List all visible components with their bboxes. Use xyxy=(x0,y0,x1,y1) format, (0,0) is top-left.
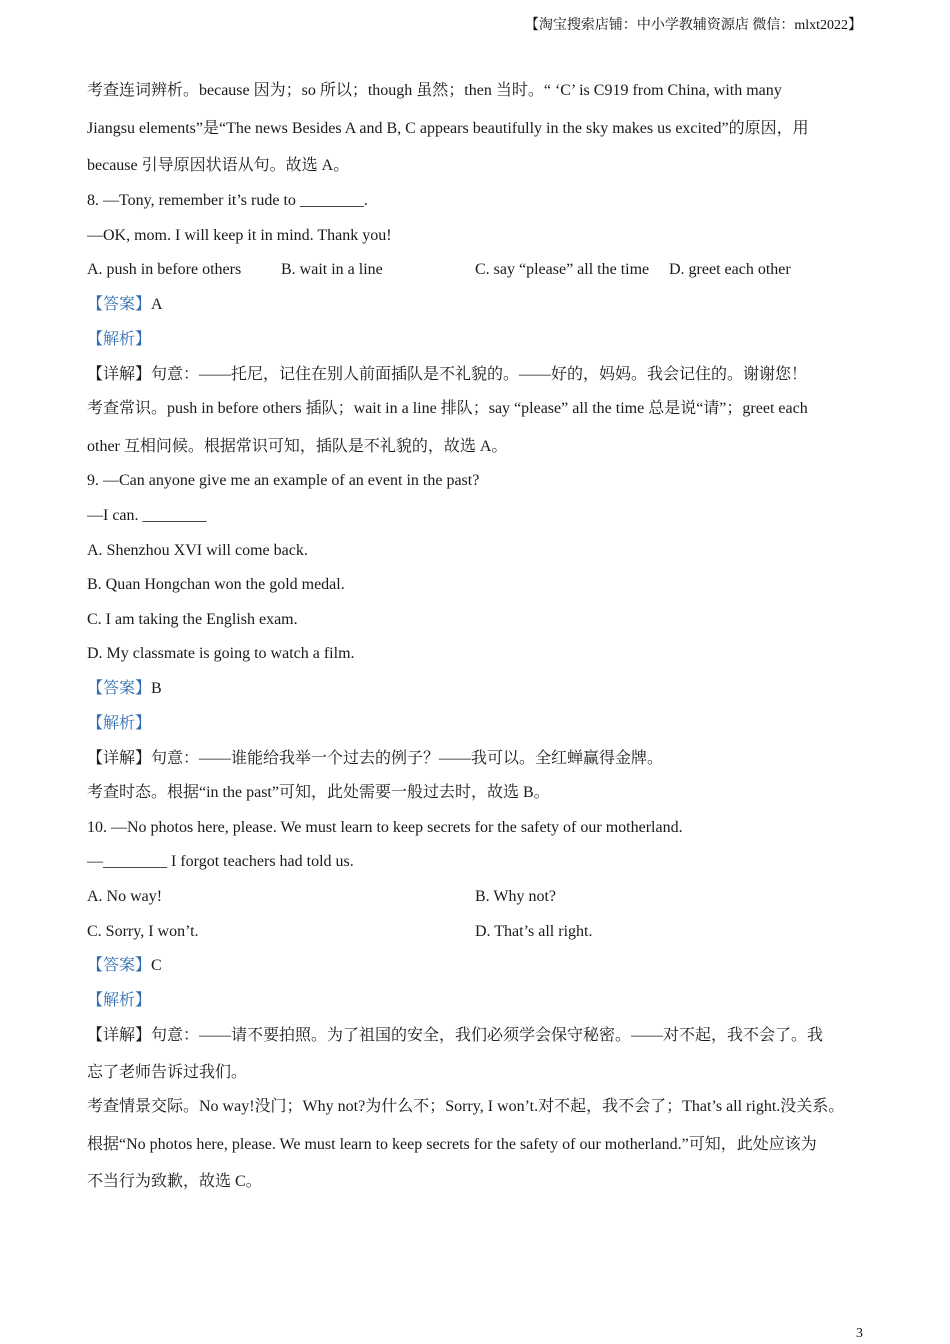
answer-tag: 【答案】 xyxy=(87,296,152,313)
q8-answer xyxy=(87,295,880,315)
answer-tag: 【答案】 xyxy=(87,957,152,974)
q10-answer xyxy=(87,956,880,976)
q9-explain-line-1: 考查时态。根据“in the past”可知，此处需要一般过去时，故选 B。 xyxy=(87,784,550,801)
answer-value: B xyxy=(151,680,162,697)
q10-analysis-tag: 【解析】 xyxy=(87,992,152,1009)
detail-tag: 【详解】 xyxy=(87,366,152,383)
q8-explain-line-1: 考查常识。push in before others 插队；wait in a line 排队；say “please” all the time 总是说“请”；greet each xyxy=(87,400,808,417)
q8-option-b: B. wait in a line xyxy=(281,261,383,278)
q8-reply: —OK, mom. I will keep it in mind. Thank you! xyxy=(87,227,392,244)
detail-tag: 【详解】 xyxy=(87,750,152,767)
detail-tag: 【详解】 xyxy=(87,1027,152,1044)
q10-detail-line-2: 忘了老师告诉过我们。 xyxy=(87,1064,248,1081)
q9-answer xyxy=(87,679,880,699)
q8-question: 8. —Tony, remember it’s rude to ________. xyxy=(87,192,368,209)
answer-value: C xyxy=(151,957,162,974)
q10-explain-line-3: 不当行为致歉，故选 C。 xyxy=(87,1173,262,1190)
q8-analysis-tag: 【解析】 xyxy=(87,331,152,348)
q8-explain-line-2: other 互相问候。根据常识可知，插队是不礼貌的，故选 A。 xyxy=(87,438,508,455)
q10-explain-line-2: 根据“No photos here, please. We must learn to keep secrets for the safety of our motherland.”可知，此处应该为 xyxy=(87,1136,817,1153)
q10-detail-line-1 xyxy=(87,1026,880,1046)
answer-tag: 【答案】 xyxy=(87,680,152,697)
q8-option-c: C. say “please” all the time xyxy=(475,261,650,278)
q10-question: 10. —No photos here, please. We must learn to keep secrets for the safety of our motherland. xyxy=(87,819,683,836)
page-number: 3 xyxy=(856,1326,863,1341)
q9-option-a: A. Shenzhou XVI will come back. xyxy=(87,542,308,559)
q8-option-a: A. push in before others xyxy=(87,261,242,278)
page-header: 【淘宝搜索店铺：中小学教辅资源店 微信：mlxt2022】 xyxy=(524,18,862,33)
q8-detail xyxy=(87,365,880,385)
detail-text: 句意：——请不要拍照。为了祖国的安全，我们必须学会保守秘密。——对不起，我不会了。我 xyxy=(151,1027,824,1044)
detail-text: 句意：——谁能给我举一个过去的例子？——我可以。全红蝉赢得金牌。 xyxy=(151,750,664,767)
q10-reply: —________ I forgot teachers had told us. xyxy=(87,853,354,870)
q9-detail xyxy=(87,749,880,769)
q7-explain-line-2: Jiangsu elements”是“The news Besides A and B, C appears beautifully in the sky makes us excited”的原因，用 xyxy=(87,120,809,137)
q9-option-d: D. My classmate is going to watch a film. xyxy=(87,645,355,662)
q9-analysis-tag: 【解析】 xyxy=(87,715,152,732)
q10-option-a: A. No way! xyxy=(87,888,163,905)
q10-explain-line-1: 考查情景交际。No way!没门；Why not?为什么不；Sorry, I won’t.对不起，我不会了；That’s all right.没关系。 xyxy=(87,1098,845,1115)
q10-option-b: B. Why not? xyxy=(475,888,557,905)
detail-text: 句意：——托尼，记住在别人前面插队是不礼貌的。——好的，妈妈。我会记住的。谢谢您！ xyxy=(151,366,808,383)
q9-reply: —I can. ________ xyxy=(87,507,207,524)
q10-option-d: D. That’s all right. xyxy=(475,923,593,940)
q8-option-d: D. greet each other xyxy=(669,261,791,278)
q9-option-c: C. I am taking the English exam. xyxy=(87,611,298,628)
q10-option-c: C. Sorry, I won’t. xyxy=(87,923,199,940)
q9-question: 9. —Can anyone give me an example of an event in the past? xyxy=(87,472,480,489)
q7-explain-line-1: 考查连词辨析。because 因为；so 所以；though 虽然；then 当时。“ ‘C’ is C919 from China, with many xyxy=(87,82,782,99)
q7-explain-line-3: because 引导原因状语从句。故选 A。 xyxy=(87,157,350,174)
q9-option-b: B. Quan Hongchan won the gold medal. xyxy=(87,576,345,593)
answer-value: A xyxy=(151,296,163,313)
